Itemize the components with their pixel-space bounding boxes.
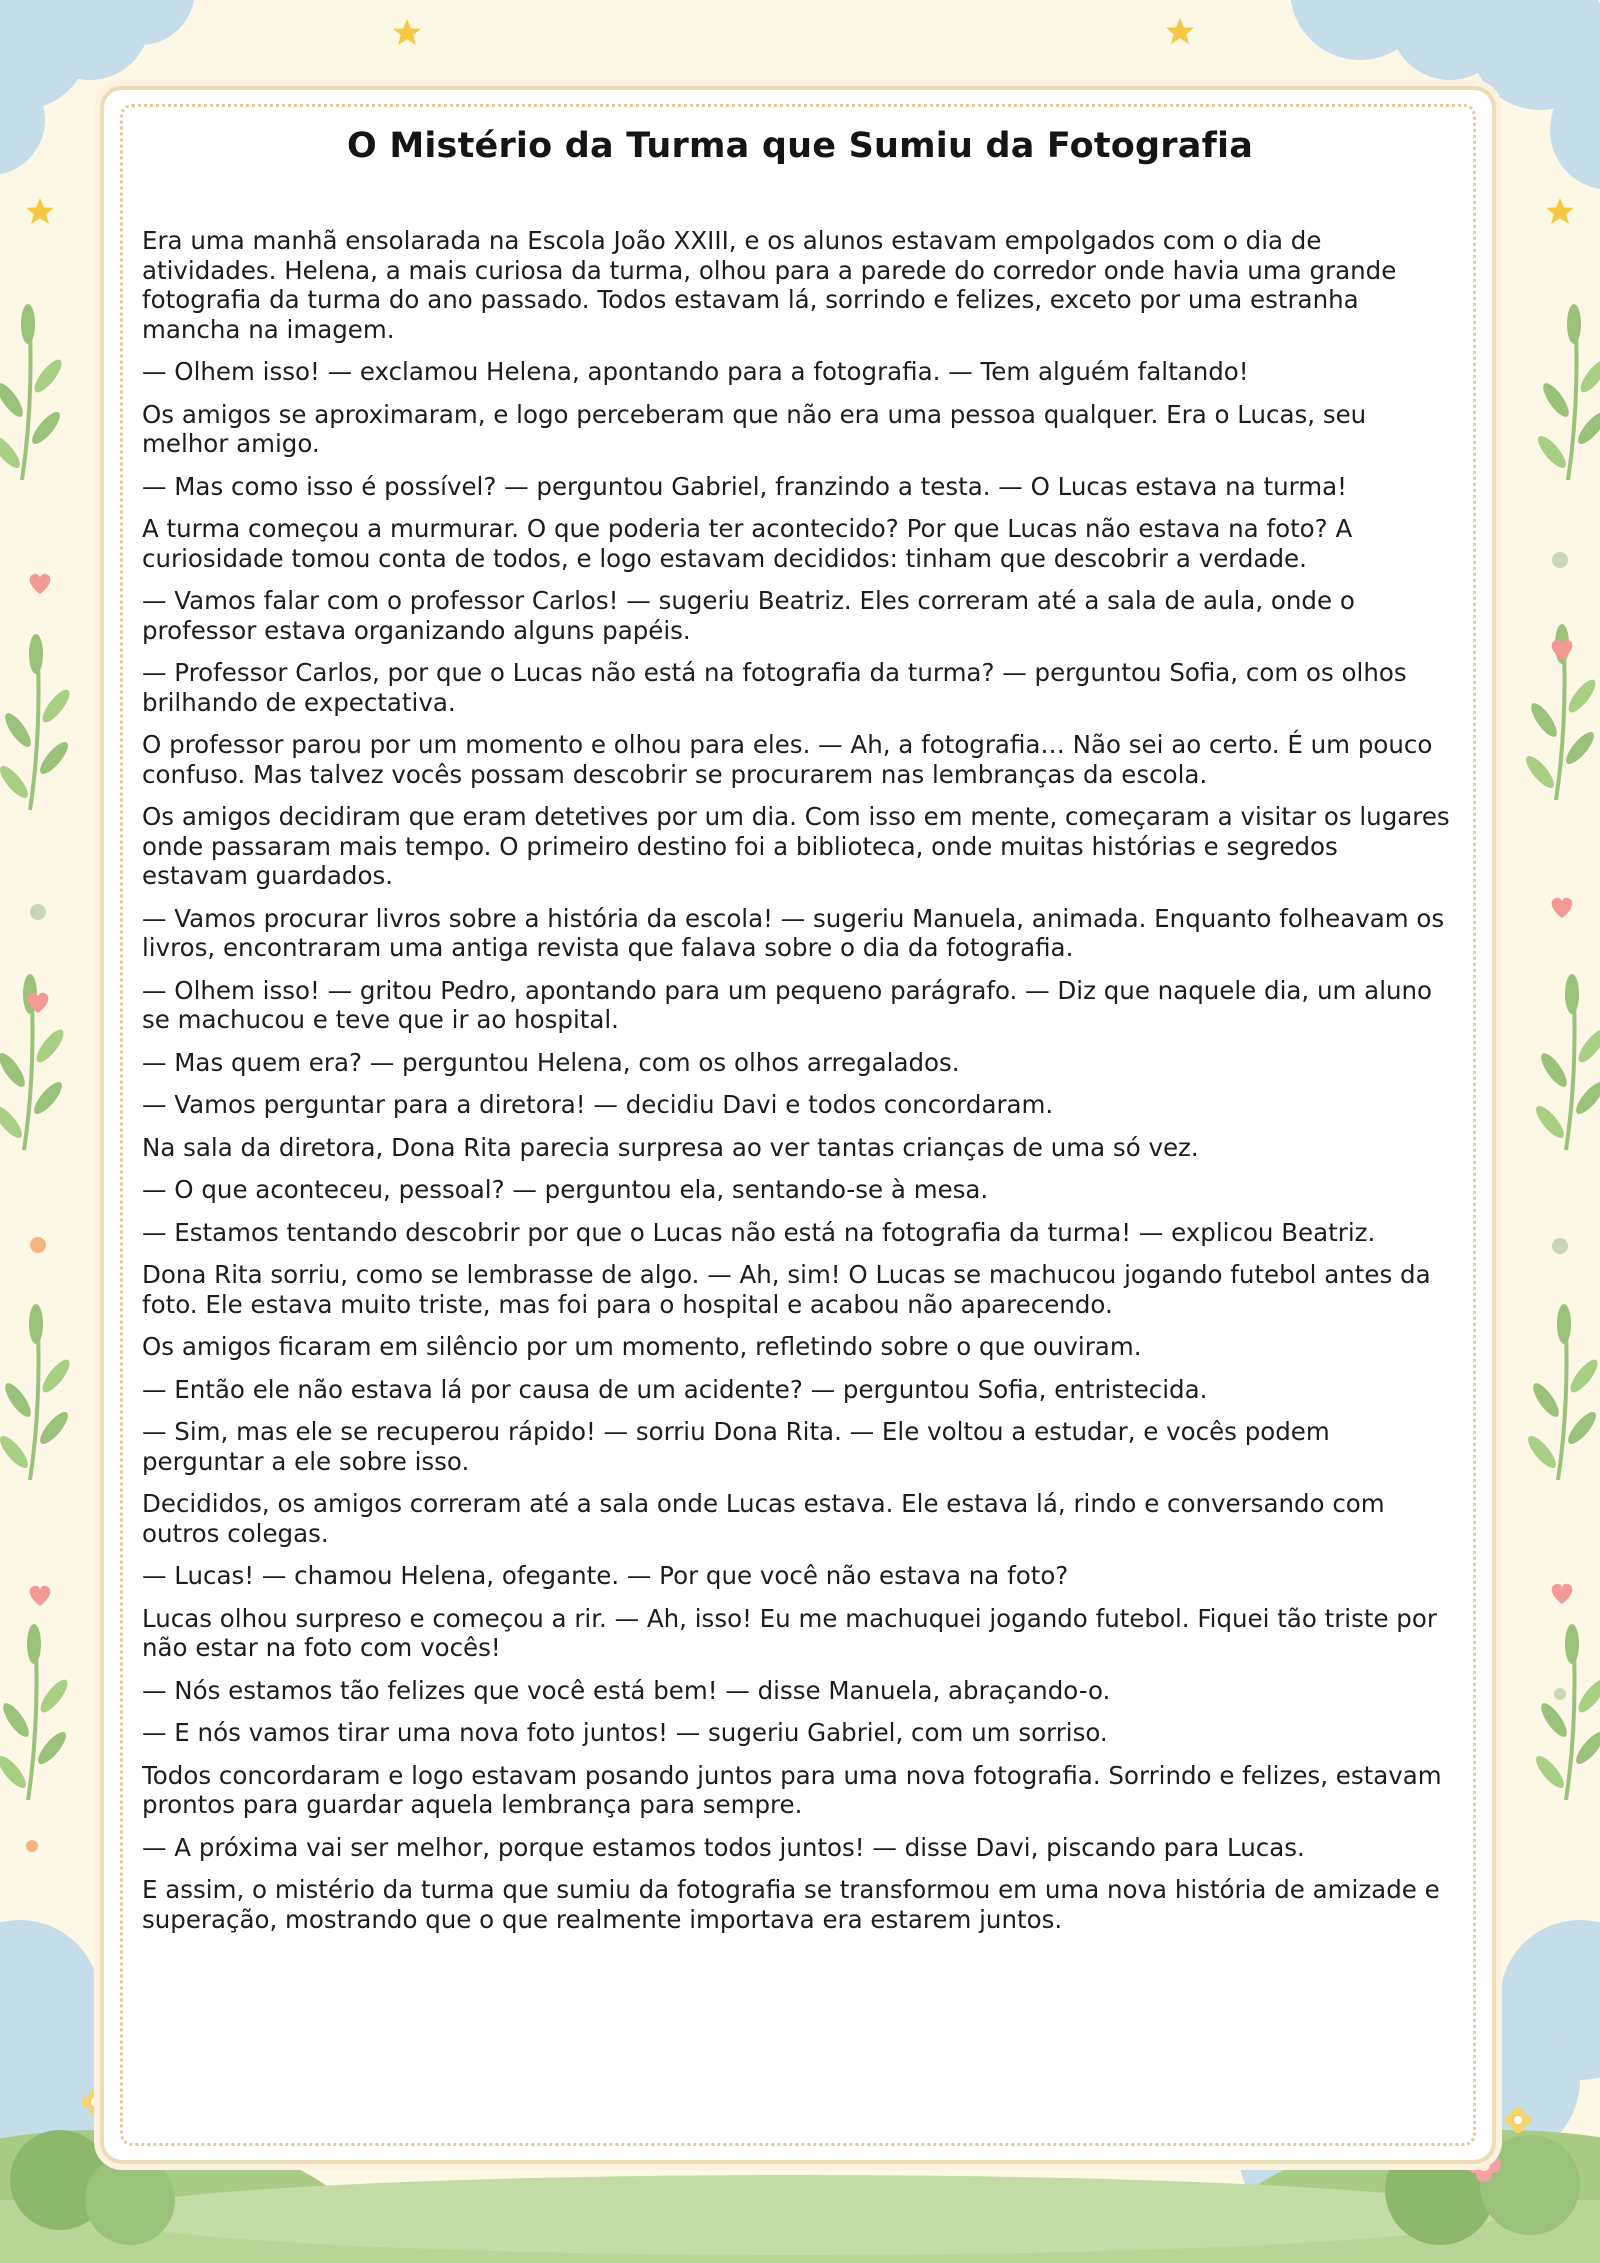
story-paragraph: — Vamos falar com o professor Carlos! — sugeriu Beatriz. Eles correram até a sala de aula, onde o professor estava organizando alguns papéis. <box>142 586 1355 645</box>
story-paragraph: Os amigos decidiram que eram detetives por um dia. Com isso em mente, começaram a visitar os lugares onde passaram mais tempo. O primeiro destino foi a biblioteca, onde muitas histórias e segredos estavam guardados. <box>142 802 1450 890</box>
story-paragraph: E assim, o mistério da turma que sumiu da fotografia se transformou em uma nova história de amizade e superação, mostrando que o que realmente importava era estarem juntos. <box>142 1875 1440 1934</box>
story-paragraph: Era uma manhã ensolarada na Escola João XXIII, e os alunos estavam empolgados com o dia de atividades. Helena, a mais curiosa da turma, olhou para a parede do corredor onde havia uma grande fotografia da turma do ano passado. Todos estavam lá, sorrindo e felizes, exceto por uma estranha mancha na imagem. <box>142 226 1397 344</box>
heart-icon <box>1552 898 1573 918</box>
story-paragraph: — Então ele não estava lá por causa de um acidente? — perguntou Sofia, entristecida. <box>142 1374 1208 1404</box>
story-paragraph: — Olhem isso! — exclamou Helena, apontando para a fotografia. — Tem alguém faltando! <box>142 357 1249 386</box>
story-paragraph: — A próxima vai ser melhor, porque estamos todos juntos! — disse Davi, piscando para Lucas. <box>142 1832 1305 1862</box>
heart-icon <box>30 1586 51 1606</box>
story-paragraph: — Lucas! — chamou Helena, ofegante. — Por que você não estava na foto? <box>142 1561 1069 1590</box>
story-paragraph: Dona Rita sorriu, como se lembrasse de algo. — Ah, sim! O Lucas se machucou jogando futebol antes da foto. Ele estava muito triste, mas foi para o hospital e acabou não aparecendo. <box>142 1260 1431 1319</box>
story-paragraph: Os amigos se aproximaram, e logo perceberam que não era uma pessoa qualquer. Era o Lucas, seu melhor amigo. <box>142 399 1367 458</box>
story-paragraph: A turma começou a murmurar. O que poderia ter acontecido? Por que Lucas não estava na foto? A curiosidade tomou conta de todos, e logo estavam decididos: tinham que descobrir a verdade. <box>142 514 1353 573</box>
story-paragraph: Decididos, os amigos correram até a sala onde Lucas estava. Ele estava lá, rindo e conversando com outros colegas. <box>142 1489 1385 1548</box>
story-paragraph: — Professor Carlos, por que o Lucas não está na fotografia da turma? — perguntou Sofia, com os olhos brilhando de expectativa. <box>142 658 1407 717</box>
leaf-branch-icon <box>1534 304 1600 480</box>
star-icon <box>1166 18 1194 44</box>
heart-icon <box>30 574 51 594</box>
story-paragraph: — Vamos perguntar para a diretora! — decidiu Davi e todos concordaram. <box>142 1090 1054 1119</box>
page-title: O Mistério da Turma que Sumiu da Fotografia <box>346 126 1254 166</box>
story-paragraph: — Vamos procurar livros sobre a história da escola! — sugeriu Manuela, animada. Enquanto folheavam os livros, encontraram uma antiga revista que falava sobre o dia da fotografia. <box>142 903 1445 962</box>
story-paragraph: Todos concordaram e logo estavam posando juntos para uma nova fotografia. Sorrindo e felizes, estavam prontos para guardar aquela lembrança para sempre. <box>142 1760 1442 1819</box>
heart-icon <box>1552 1584 1573 1604</box>
story-paragraph: — Estamos tentando descobrir por que o Lucas não está na fotografia da turma! — explicou Beatriz. <box>142 1217 1376 1247</box>
leaf-branch-icon <box>0 304 66 480</box>
story-paragraph: — Nós estamos tão felizes que você está bem! — disse Manuela, abraçando-o. <box>142 1675 1111 1705</box>
leaf-branch-icon <box>0 1624 72 1800</box>
leaf-branch-icon <box>1524 1304 1600 1480</box>
story-paragraph: Os amigos ficaram em silêncio por um momento, refletindo sobre o que ouviram. <box>142 1332 1142 1361</box>
story-paragraph: Lucas olhou surpreso e começou a rir. — Ah, isso! Eu me machuquei jogando futebol. Fiquei tão triste por não estar na foto com vocês! <box>142 1603 1437 1662</box>
leaf-branch-icon <box>0 634 74 810</box>
story-paragraph: — E nós vamos tirar uma nova foto juntos! — sugeriu Gabriel, com um sorriso. <box>142 1718 1108 1747</box>
leaf-branch-icon <box>0 1304 74 1480</box>
star-icon <box>393 19 421 45</box>
story-paragraph: — O que aconteceu, pessoal? — perguntou ela, sentando-se à mesa. <box>142 1175 989 1204</box>
story-paragraph: — Sim, mas ele se recuperou rápido! — sorriu Dona Rita. — Ele voltou a estudar, e vocês podem perguntar a ele sobre isso. <box>142 1417 1330 1476</box>
story-paragraph: — Olhem isso! — gritou Pedro, apontando para um pequeno parágrafo. — Diz que naquele dia, um aluno se machucou e teve que ir ao hospital. <box>142 975 1433 1034</box>
star-icon <box>1546 198 1574 224</box>
leaf-branch-icon <box>1532 1624 1600 1800</box>
story-paragraph: — Mas quem era? — perguntou Helena, com os olhos arregalados. <box>142 1047 960 1077</box>
story-paragraph: O professor parou por um momento e olhou para eles. — Ah, a fotografia… Não sei ao certo. É um pouco confuso. Mas talvez vocês possam descobrir se procurarem nas lembranças da escola. <box>142 730 1433 789</box>
leaf-branch-icon <box>1532 974 1600 1150</box>
story-paragraph: — Mas como isso é possível? — perguntou Gabriel, franzindo a testa. — O Lucas estava na turma! <box>142 471 1347 501</box>
story-body <box>142 226 1450 1947</box>
star-icon <box>26 198 54 224</box>
story-paragraph: Na sala da diretora, Dona Rita parecia surpresa ao ver tantas crianças de uma só vez. <box>142 1132 1199 1162</box>
